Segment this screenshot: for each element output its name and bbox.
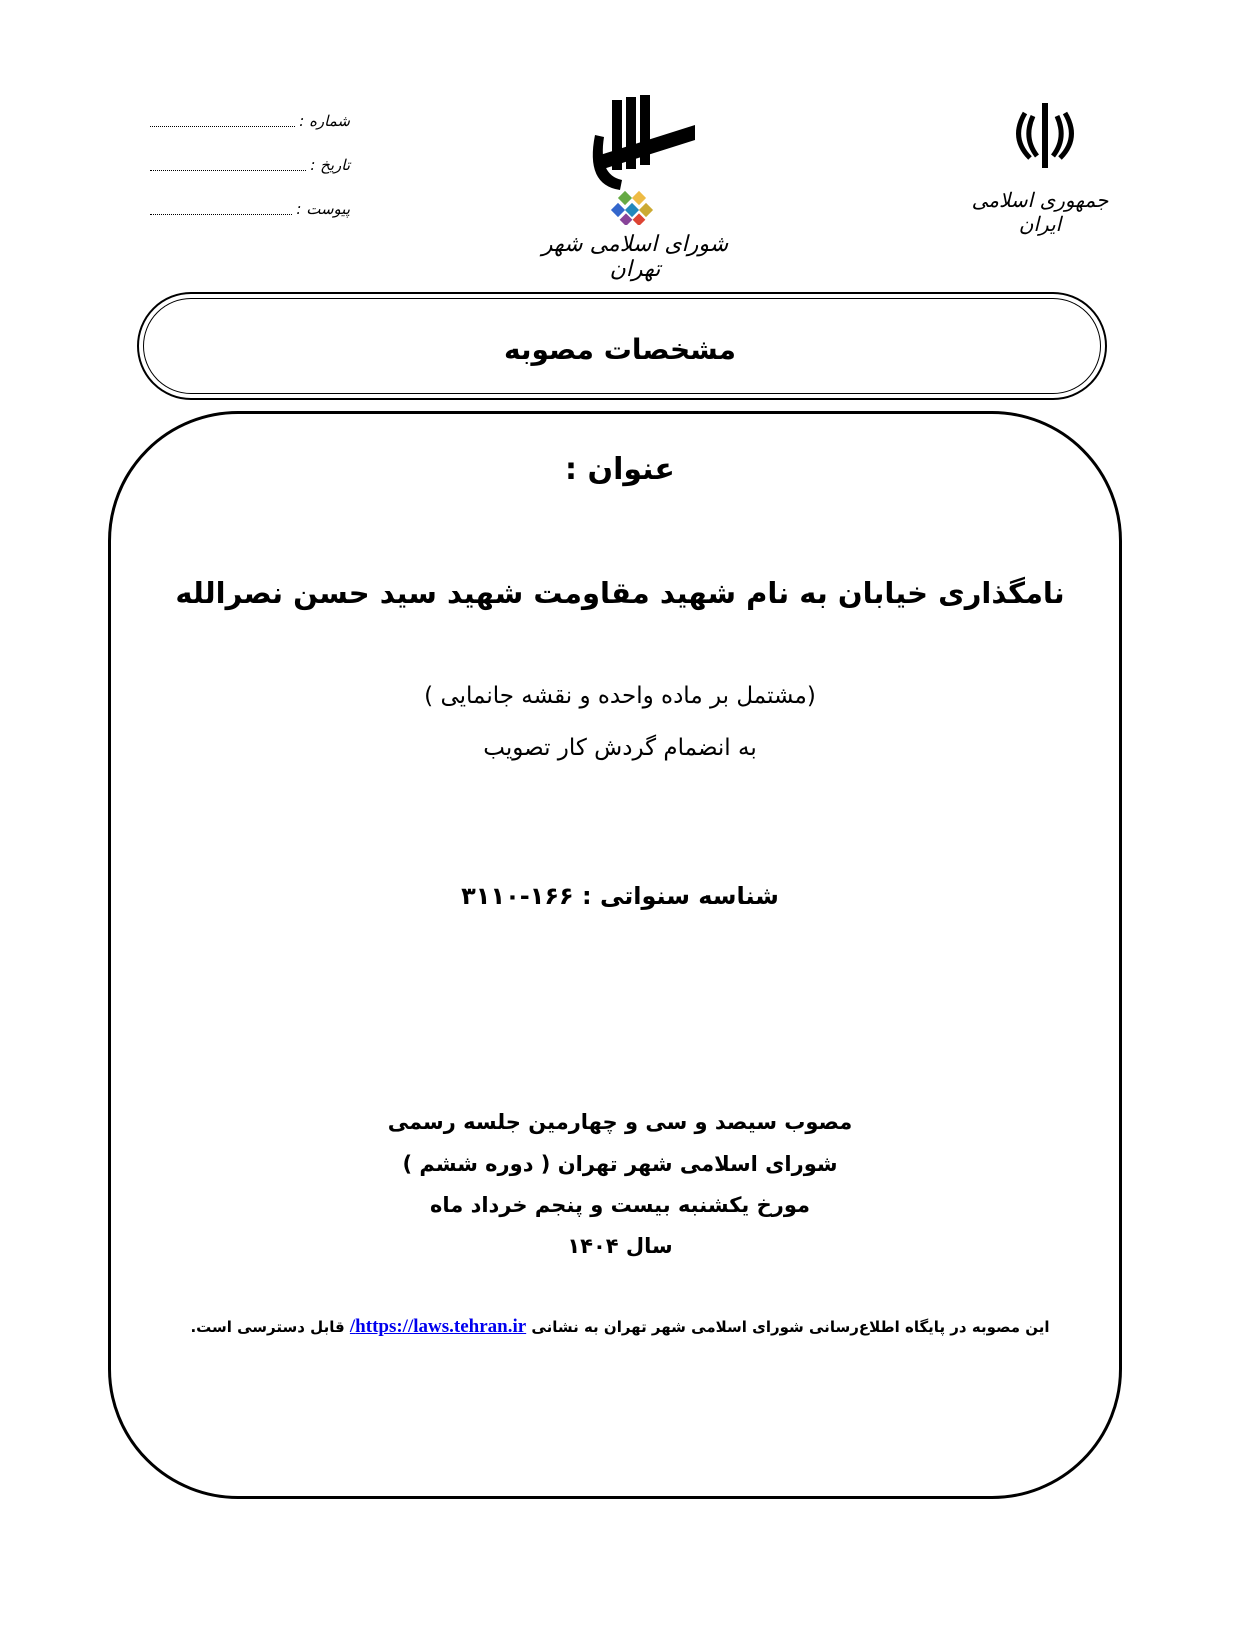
id-line: شناسه سنواتی : ۱۶۶-۳۱۱۰ bbox=[461, 882, 779, 910]
emblem-text: جمهوری اسلامی ایران bbox=[971, 188, 1109, 236]
attachment-field: پیوست : bbox=[150, 200, 350, 218]
laws-link[interactable]: https://laws.tehran.ir/ bbox=[349, 1316, 527, 1337]
council-logo-text: شورای اسلامی شهر تهران bbox=[541, 232, 729, 282]
footer-note: این مصوبه در پایگاه اطلاع‌رسانی شورای اسلامی شهر تهران به نشانی https://laws.tehran.ir/ قابل دسترسی است. bbox=[190, 1316, 1050, 1337]
subject-label: عنوان : bbox=[565, 452, 675, 487]
note-line-1: (مشتمل بر ماده واحده و نقشه جانمایی ) bbox=[424, 683, 816, 709]
approval-line-4: سال ۱۴۰۴ bbox=[567, 1234, 673, 1258]
iran-emblem-icon bbox=[1005, 98, 1085, 173]
document-heading: مشخصات مصوبه bbox=[504, 333, 736, 366]
note-line-2: به انضمام گردش کار تصویب bbox=[483, 735, 757, 761]
council-logo-icon bbox=[580, 95, 700, 225]
approval-line-3: مورخ یکشنبه بیست و پنجم خرداد ماه bbox=[429, 1193, 810, 1217]
number-field: شماره : bbox=[150, 112, 350, 130]
date-field: تاریخ : bbox=[150, 156, 350, 174]
approval-line-1: مصوب سیصد و سی و چهارمین جلسه رسمی bbox=[387, 1110, 853, 1134]
approval-line-2: شورای اسلامی شهر تهران ( دوره ششم ) bbox=[402, 1152, 838, 1176]
subject-title: نامگذاری خیابان به نام شهید مقاومت شهید سید حسن نصرالله bbox=[175, 576, 1065, 610]
